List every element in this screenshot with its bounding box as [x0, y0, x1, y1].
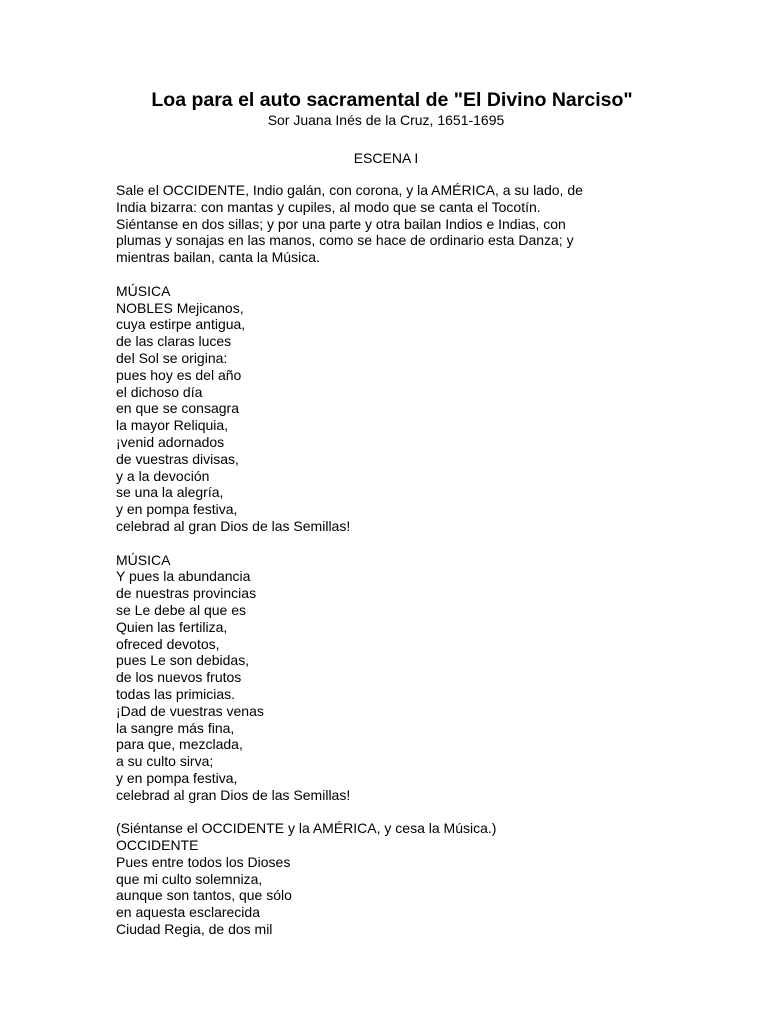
speaker-label: MÚSICA — [116, 551, 171, 568]
verse-line: ofreced devotos, — [116, 635, 220, 652]
verse-line: en que se consagra — [116, 400, 239, 417]
verse-line: del Sol se origina: — [116, 349, 228, 366]
verse-line: para que, mezclada, — [116, 736, 243, 753]
verse-line: Quien las fertiliza, — [116, 618, 228, 635]
verse-line: celebrad al gran Dios de las Semillas! — [116, 517, 351, 534]
verse-line: a su culto sirva; — [116, 753, 214, 770]
verse-line: se una la alegría, — [116, 484, 224, 501]
verse-line: ¡Dad de vuestras venas — [116, 702, 264, 719]
stanza-2 — [116, 552, 656, 804]
verse-line: aunque son tantos, que sólo — [116, 887, 292, 904]
verse-line: la mayor Reliquia, — [116, 417, 229, 434]
verse-line: el dichoso día — [116, 383, 203, 400]
verse-line: en aquesta esclarecida — [116, 904, 260, 921]
speaker-label: MÚSICA — [116, 282, 171, 299]
intro-paragraph — [116, 182, 656, 266]
verse-line: la sangre más fina, — [116, 719, 235, 736]
verse-line: de nuestras provincias — [116, 585, 257, 602]
text-line: India bizarra: con mantas y cupiles, al modo que se canta el Tocotín. — [116, 198, 541, 215]
document-page — [116, 88, 656, 938]
verse-line: y en pompa festiva, — [116, 501, 238, 518]
verse-line: NOBLES Mejicanos, — [116, 299, 244, 316]
verse-line: Y pues la abundancia — [116, 568, 251, 585]
stanza-1 — [116, 283, 656, 535]
document-author: Sor Juana Inés de la Cruz, 1651-1695 — [267, 112, 505, 128]
text-line: Siéntanse en dos sillas; y por una parte y otra bailan Indios e Indias, con — [116, 215, 566, 232]
verse-line: celebrad al gran Dios de las Semillas! — [116, 786, 351, 803]
verse-line: Ciudad Regia, de dos mil — [116, 921, 273, 938]
verse-line: cuya estirpe antigua, — [116, 316, 246, 333]
scene-heading: ESCENA I — [353, 150, 419, 166]
verse-line: y en pompa festiva, — [116, 769, 238, 786]
stanza-3 — [116, 820, 656, 938]
document-title: Loa para el auto sacramental de "El Divino Narciso" — [151, 89, 633, 111]
text-line: Sale el OCCIDENTE, Indio galán, con corona, y la AMÉRICA, a su lado, de — [116, 182, 583, 198]
verse-line: pues Le son debidas, — [116, 652, 250, 669]
verse-line: de vuestras divisas, — [116, 450, 239, 467]
verse-line: se Le debe al que es — [116, 601, 246, 618]
stage-direction: (Siéntanse el OCCIDENTE y la AMÉRICA, y cesa la Música.) — [116, 820, 497, 837]
speaker-label: OCCIDENTE — [116, 837, 199, 854]
verse-line: pues hoy es del año — [116, 366, 242, 383]
verse-line: de los nuevos frutos — [116, 669, 242, 686]
verse-line: ¡venid adornados — [116, 433, 225, 450]
verse-line: que mi culto solemniza, — [116, 870, 263, 887]
text-line: plumas y sonajas en las manos, como se hace de ordinario esta Danza; y — [116, 232, 574, 249]
verse-line: y a la devoción — [116, 467, 210, 484]
verse-line: todas las primicias. — [116, 685, 236, 702]
text-line: mientras bailan, canta la Música. — [116, 249, 320, 266]
verse-line: de las claras luces — [116, 333, 232, 350]
verse-line: Pues entre todos los Dioses — [116, 853, 291, 870]
